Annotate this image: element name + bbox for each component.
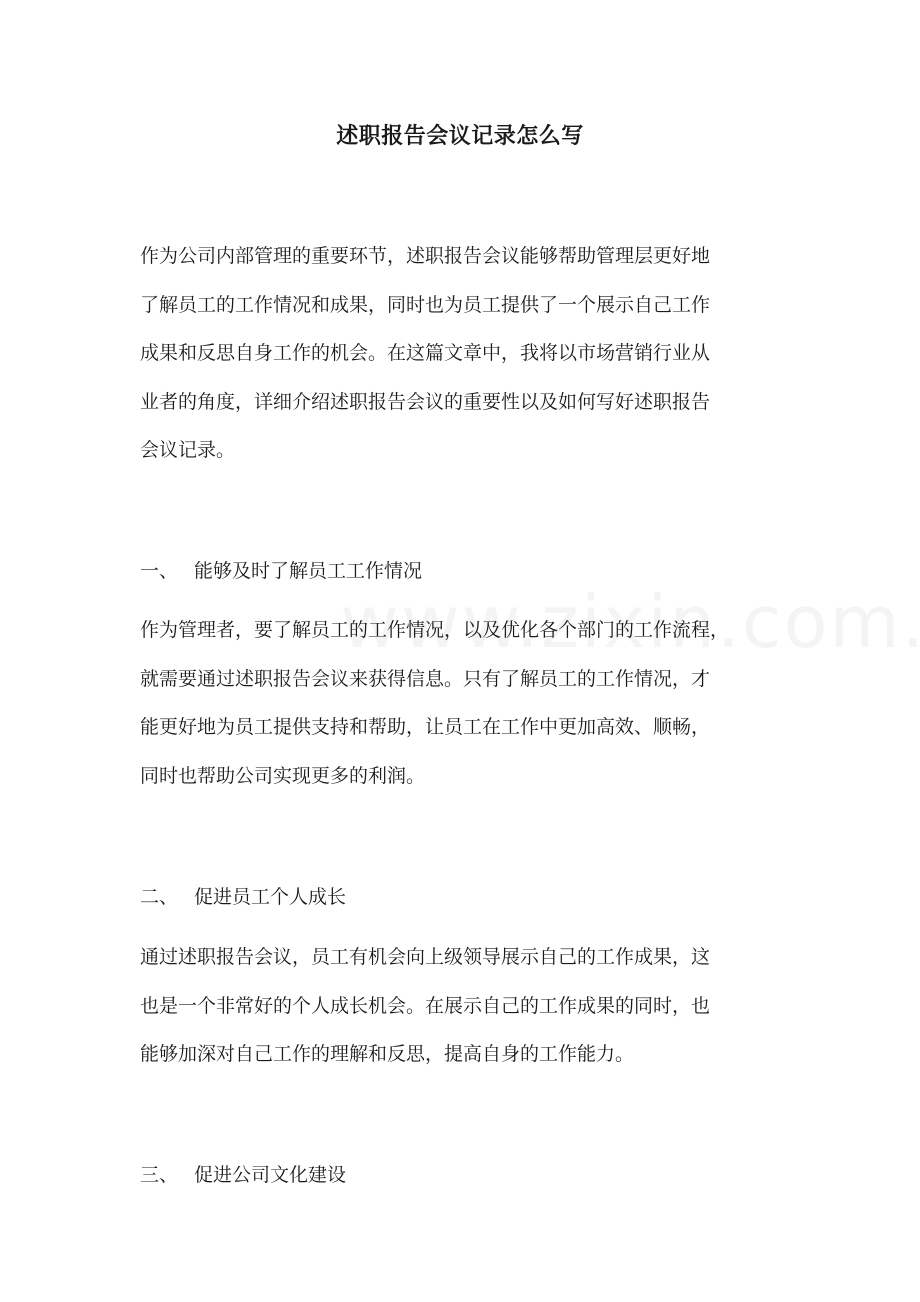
paragraph-line: 通过述职报告会议，员工有机会向上级领导展示自己的工作成果，这 [140,946,711,968]
section-number: 三、 [140,1164,179,1186]
intro-paragraph [140,232,790,475]
paragraph-line: 会议记录。 [140,439,236,462]
page-title: 述职报告会议记录怎么写 [336,123,584,149]
section-number: 一、 [140,560,179,582]
section-heading-2 [140,877,346,917]
paragraph-line: 能更好地为员工提供支持和帮助，让员工在工作中更加高效、顺畅， [140,716,711,739]
paragraph-line: 作为管理者，要了解员工的工作情况，以及优化各个部门的工作流程， [140,619,730,641]
section-number: 二、 [140,886,179,908]
section-title: 促进公司文化建设 [194,1164,347,1186]
section-paragraph-1 [140,606,790,800]
paragraph-line: 同时也帮助公司实现更多的利润。 [140,764,426,787]
section-paragraph-2 [140,933,790,1079]
section-title: 能够及时了解员工工作情况 [194,560,423,582]
paragraph-line: 作为公司内部管理的重要环节，述职报告会议能够帮助管理层更好地 [140,245,711,267]
section-heading-1 [140,551,422,591]
paragraph-line: 就需要通过述职报告会议来获得信息。只有了解员工的工作情况，才 [140,667,711,690]
paragraph-line: 业者的角度，详细介绍述职报告会议的重要性以及如何写好述职报告 [140,390,711,413]
paragraph-line: 了解员工的工作情况和成果，同时也为员工提供了一个展示自己工作 [140,293,711,316]
paragraph-line: 能够加深对自己工作的理解和反思，提高自身的工作能力。 [140,1043,635,1066]
paragraph-line: 成果和反思自身工作的机会。在这篇文章中，我将以市场营销行业从 [140,342,711,365]
section-title: 促进员工个人成长 [194,886,347,908]
section-heading-3 [140,1155,346,1195]
paragraph-line: 也是一个非常好的个人成长机会。在展示自己的工作成果的同时，也 [140,994,711,1017]
